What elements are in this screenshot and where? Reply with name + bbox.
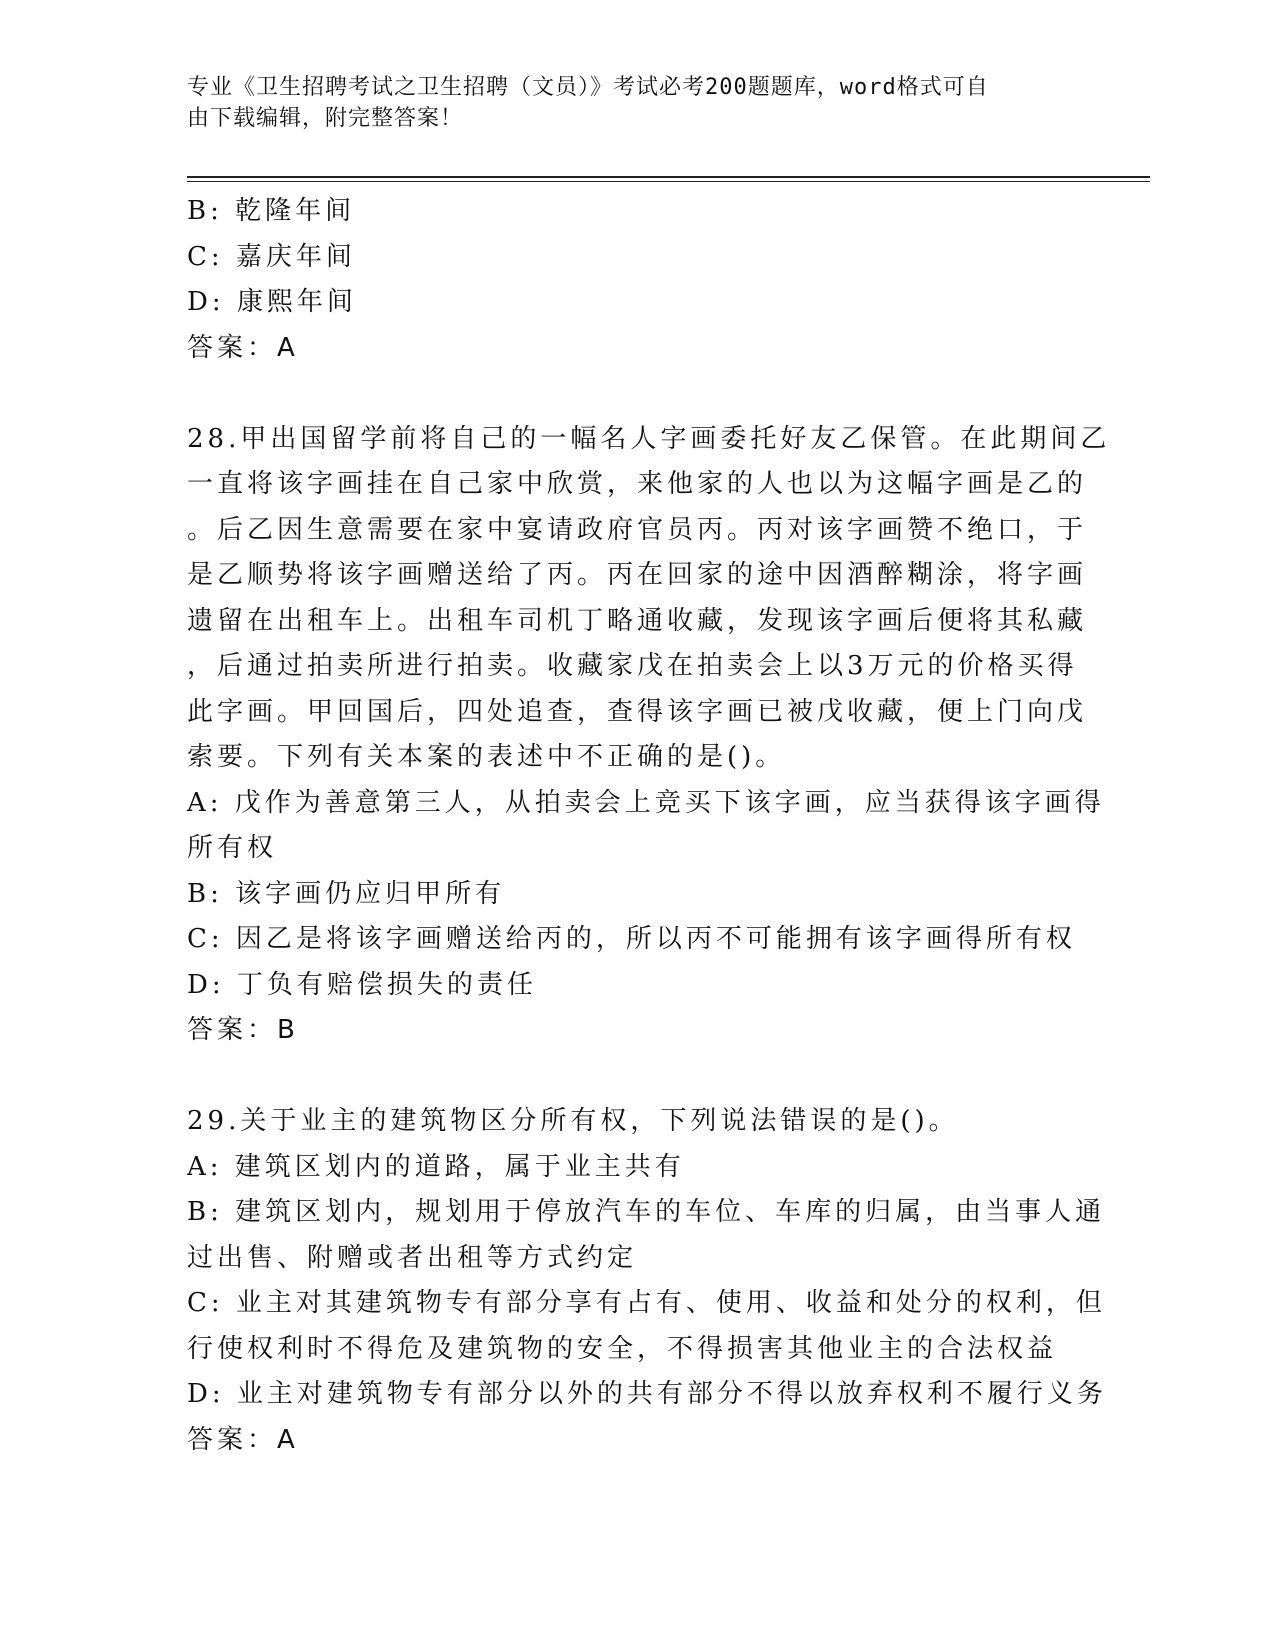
header-divider — [187, 176, 1150, 182]
option-c: C: 因乙是将该字画赠送给丙的，所以丙不可能拥有该字画得所有权 — [187, 924, 1076, 954]
option-d: D: 康熙年间 — [187, 287, 357, 317]
question-28 — [187, 417, 1111, 1054]
question-stem-line: 遗留在出租车上。出租车司机丁略通收藏，发现该字画后便将其私藏 — [187, 605, 1088, 636]
header-line: 专业《卫生招聘考试之卫生招聘（文员）》考试必考200题题库，word格式可自 — [187, 75, 989, 100]
question-stem-line: 。后乙因生意需要在家中宴请政府官员丙。丙对该字画赞不绝口，于 — [187, 514, 1088, 545]
option-c: C: 业主对其建筑物专有部分享有占有、使用、收益和处分的权利，但 — [187, 1288, 1106, 1318]
question-29 — [187, 1099, 1107, 1463]
option-b: B: 该字画仍应归甲所有 — [187, 878, 506, 909]
answer-line: 答案：B — [187, 1015, 299, 1045]
page-header — [187, 72, 1067, 134]
question-body — [187, 189, 1111, 1463]
question-stem-line: 一直将该字画挂在自己家中欣赏，来他家的人也以为这幅字画是乙的 — [187, 469, 1088, 499]
option-a-continued: 所有权 — [187, 833, 278, 863]
answer-line: 答案：A — [187, 332, 299, 363]
answer-line: 答案：A — [187, 1424, 299, 1455]
option-d: D: 丁负有赔偿损失的责任 — [187, 969, 537, 1000]
question-stem-line: 29.关于业主的建筑物区分所有权，下列说法错误的是()。 — [187, 1106, 959, 1136]
option-a: A: 戊作为善意第三人，从拍卖会上竞买下该字画，应当获得该字画得 — [187, 787, 1105, 818]
option-c-continued: 行使权利时不得危及建筑物的安全，不得损害其他业主的合法权益 — [187, 1333, 1058, 1364]
question-stem-line: 是乙顺势将该字画赠送给了丙。丙在回家的途中因酒醉糊涂，将字画 — [187, 560, 1088, 590]
question-stem-line: 此字画。甲回国后，四处追查，查得该字画已被戊收藏，便上门向戊 — [187, 696, 1088, 727]
option-a: A: 建筑区划内的道路，属于业主共有 — [187, 1151, 685, 1182]
question-27-tail — [187, 189, 1087, 371]
option-b: B: 乾隆年间 — [187, 196, 356, 226]
option-b-continued: 过出售、附赠或者出租等方式约定 — [187, 1242, 638, 1273]
option-d: D: 业主对建筑物专有部分以外的共有部分不得以放弃权利不履行义务 — [187, 1379, 1107, 1409]
question-stem-line: 索要。下列有关本案的表述中不正确的是()。 — [187, 742, 786, 772]
question-stem-line: 28.甲出国留学前将自己的一幅名人字画委托好友乙保管。在此期间乙 — [187, 423, 1111, 454]
header-line: 由下载编辑，附完整答案！ — [187, 106, 464, 131]
option-c: C: 嘉庆年间 — [187, 241, 356, 272]
option-b: B: 建筑区划内，规划用于停放汽车的车位、车库的归属，由当事人通 — [187, 1197, 1106, 1227]
question-stem-line: ，后通过拍卖所进行拍卖。收藏家戊在拍卖会上以3万元的价格买得 — [187, 651, 1078, 681]
